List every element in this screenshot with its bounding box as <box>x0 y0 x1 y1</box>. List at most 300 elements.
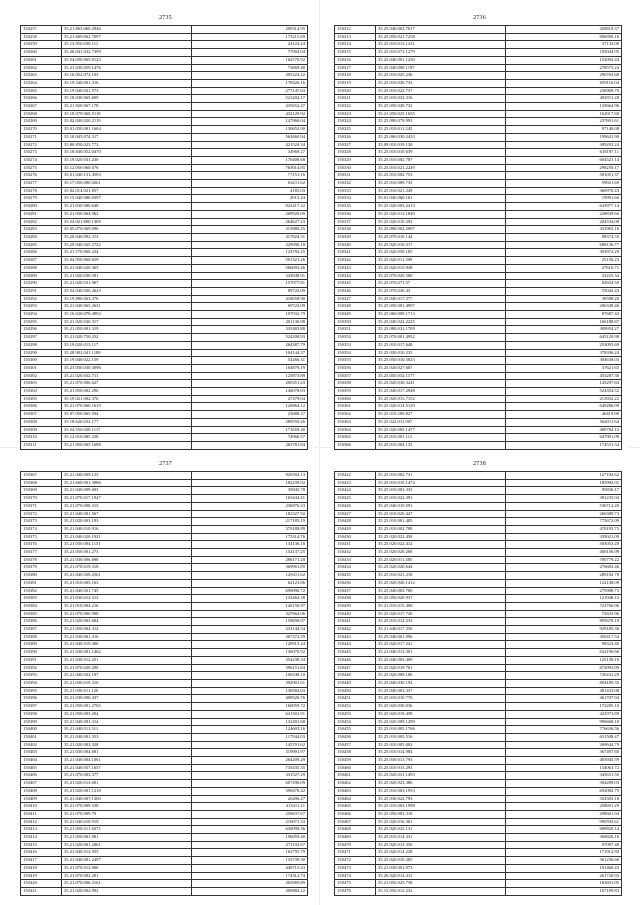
code-cell: 35.01.050.001.1664 <box>62 126 192 134</box>
record-id-cell: 150371 <box>21 502 62 510</box>
table-row <box>335 357 622 365</box>
record-id-cell: 150273 <box>21 149 62 157</box>
table-row <box>21 826 308 834</box>
table-row <box>21 64 308 72</box>
amount-cell: 4915.24 <box>192 195 308 203</box>
record-id-cell: 150272 <box>21 141 62 149</box>
code-cell: 35.25.030.013.793 <box>376 757 506 765</box>
table-row <box>335 426 622 434</box>
record-id-cell: 150426 <box>335 502 376 510</box>
record-id-cell: 150349 <box>335 311 376 319</box>
table-row <box>21 872 308 880</box>
code-cell: 35.21.030.001.316 <box>62 633 192 641</box>
record-id-cell: 150467 <box>335 818 376 826</box>
record-id-cell: 150366 <box>335 441 376 449</box>
code-cell: 35.28.902.041.1189 <box>62 349 192 357</box>
table-row <box>335 602 622 610</box>
code-cell: 35.21.040.021.745 <box>62 587 192 595</box>
amount-cell: 132491.68 <box>192 718 308 726</box>
record-id-cell: 150435 <box>335 572 376 580</box>
amount-cell: 74966.57 <box>192 434 308 442</box>
amount-cell: 327664.06 <box>192 610 308 618</box>
table-row <box>335 803 622 811</box>
record-id-cell: 150317 <box>335 64 376 72</box>
page-2737 <box>17 458 314 896</box>
table-row <box>335 257 622 265</box>
code-cell: 35.12.010.085.258 <box>62 434 192 442</box>
table-row <box>335 26 622 34</box>
table-row <box>335 795 622 803</box>
record-id-cell: 150448 <box>335 672 376 680</box>
amount-cell: 264387.79 <box>192 341 308 349</box>
record-id-cell: 150459 <box>335 757 376 765</box>
record-id-cell: 150320 <box>335 87 376 95</box>
table-row <box>21 703 308 711</box>
record-id-cell: 150389 <box>21 641 62 649</box>
record-id-cell: 150424 <box>335 487 376 495</box>
record-id-cell: 150395 <box>21 687 62 695</box>
record-id-cell: 150331 <box>335 172 376 180</box>
record-id-cell: 150355 <box>335 357 376 365</box>
amount-cell: 378396.24 <box>506 349 622 357</box>
table-row <box>335 626 622 634</box>
table-row <box>335 479 622 487</box>
record-id-cell: 150414 <box>21 834 62 842</box>
amount-cell: 367497.60 <box>506 749 622 757</box>
record-id-cell: 150285 <box>21 241 62 249</box>
code-cell: 35.25.020.014.228 <box>376 849 506 857</box>
table-row <box>21 864 308 872</box>
code-cell: 35.21.030.006.437 <box>62 695 192 703</box>
record-id-cell: 150305 <box>21 395 62 403</box>
record-id-cell: 150377 <box>21 549 62 557</box>
record-id-cell: 150282 <box>21 218 62 226</box>
table-row <box>21 556 308 564</box>
table-row <box>21 357 308 365</box>
record-id-cell: 150476 <box>335 887 376 895</box>
code-cell: 35.25.070.030.43 <box>376 287 506 295</box>
code-cell: 35.21.050.004.312 <box>62 626 192 634</box>
table-row <box>21 656 308 664</box>
record-id-cell: 150270 <box>21 126 62 134</box>
amount-cell: 562660.94 <box>192 133 308 141</box>
amount-cell: 481433.08 <box>506 687 622 695</box>
amount-cell: 396151.84 <box>192 664 308 672</box>
record-id-cell: 150348 <box>335 303 376 311</box>
amount-cell: 332848.91 <box>192 272 308 280</box>
amount-cell: 162570.92 <box>192 56 308 64</box>
amount-cell: 895678.19 <box>506 618 622 626</box>
table-row <box>21 525 308 533</box>
table-row <box>21 311 308 319</box>
amount-cell: 175314.76 <box>192 533 308 541</box>
table-row <box>21 434 308 442</box>
amount-cell: 37621.63 <box>506 364 622 372</box>
table-row <box>335 887 622 895</box>
table-row <box>335 649 622 657</box>
record-id-cell: 150318 <box>335 72 376 80</box>
amount-cell: 178426.16 <box>192 79 308 87</box>
amount-cell: 4185.03 <box>192 187 308 195</box>
table-row <box>21 287 308 295</box>
code-cell: 35.21.050.002.296 <box>62 388 192 396</box>
code-cell: 35.25.010.001.485 <box>376 518 506 526</box>
amount-cell: 417024.31 <box>192 233 308 241</box>
table-row <box>21 757 308 765</box>
table-row <box>21 341 308 349</box>
amount-cell: 735435.35 <box>192 764 308 772</box>
code-cell: 35.25.020.010.292 <box>376 218 506 226</box>
code-cell: 35.25.010.009.735 <box>376 180 506 188</box>
amount-cell: 121948.13 <box>506 595 622 603</box>
table-row <box>21 749 308 757</box>
amount-cell: 641501.91 <box>192 710 308 718</box>
record-id-cell: 150299 <box>21 349 62 357</box>
amount-cell: 298250.17 <box>506 164 622 172</box>
code-cell: 35.21.020.013.601 <box>62 780 192 788</box>
table-row <box>335 610 622 618</box>
code-cell: 35.25.010.021.2249 <box>376 164 506 172</box>
record-id-cell: 150276 <box>21 172 62 180</box>
amount-cell: 89722.09 <box>192 287 308 295</box>
code-cell: 35.21.030.012.251 <box>62 656 192 664</box>
code-cell: 35.25.010.030.733 <box>376 79 506 87</box>
code-cell: 35.25.020.019.458 <box>376 710 506 718</box>
amount-cell: 165444.41 <box>192 495 308 503</box>
amount-cell: 62123.86 <box>192 579 308 587</box>
record-id-cell: 150345 <box>335 280 376 288</box>
code-cell: 35.21.020.003.604 <box>62 618 192 626</box>
record-id-cell: 150379 <box>21 564 62 572</box>
amount-cell: 72633.96 <box>506 610 622 618</box>
record-id-cell: 150383 <box>21 595 62 603</box>
record-id-cell: 150324 <box>335 118 376 126</box>
code-cell: 35.21.070.002.201 <box>62 872 192 880</box>
amount-cell: 647901.09 <box>506 434 622 442</box>
amount-cell: 692082.79 <box>506 787 622 795</box>
amount-cell: 264209.29 <box>192 757 308 765</box>
record-id-cell: 150406 <box>21 772 62 780</box>
amount-cell: 300884.22 <box>192 887 308 895</box>
code-cell: 35.25.020.014.5129 <box>376 403 506 411</box>
record-id-cell: 150460 <box>335 764 376 772</box>
amount-cell: 199641.90 <box>506 133 622 141</box>
record-id-cell: 150443 <box>335 633 376 641</box>
amount-cell: 269920.09 <box>192 210 308 218</box>
amount-cell: 27616.71 <box>506 264 622 272</box>
record-id-cell: 150376 <box>21 541 62 549</box>
record-id-cell: 150431 <box>335 541 376 549</box>
amount-cell: 176408.68 <box>192 156 308 164</box>
amount-cell: 183691.05 <box>506 880 622 888</box>
amount-cell: 200351.43 <box>192 380 308 388</box>
record-id-cell: 150461 <box>335 772 376 780</box>
table-row <box>335 303 622 311</box>
table-row <box>335 826 622 834</box>
code-cell: 35.25.010.005.1766 <box>376 726 506 734</box>
record-id-cell: 150458 <box>335 749 376 757</box>
amount-cell: 996668.10 <box>506 718 622 726</box>
amount-cell: 392901.61 <box>192 679 308 687</box>
table-row <box>335 880 622 888</box>
table-row <box>21 187 308 195</box>
record-id-cell: 150361 <box>335 403 376 411</box>
amount-cell: 501321.26 <box>192 257 308 265</box>
table-row <box>21 518 308 526</box>
amount-cell: 286171.20 <box>192 556 308 564</box>
code-cell: 35.25.010.020.447 <box>376 510 506 518</box>
code-cell: 35.21.609.062.7097 <box>62 33 192 41</box>
code-cell: 35.21.020.030.391 <box>62 272 192 280</box>
amount-cell: 25156.23 <box>506 257 622 265</box>
code-cell: 35.21.040.019.306 <box>62 641 192 649</box>
code-cell: 35.18.030.065.609 <box>62 95 192 103</box>
table-row <box>335 272 622 280</box>
table-row <box>21 472 308 480</box>
code-cell: 35.05.070.069.996 <box>62 226 192 234</box>
table-row <box>21 710 308 718</box>
table-row <box>335 741 622 749</box>
code-cell: 35.25.020.009.1299 <box>376 718 506 726</box>
amount-cell: 146078.03 <box>192 388 308 396</box>
amount-cell: 309954.27 <box>506 326 622 334</box>
amount-cell: 319901.97 <box>192 749 308 757</box>
code-cell: 35.19.040.021.573 <box>62 87 192 95</box>
code-cell: 35.21.030.006.698 <box>62 556 192 564</box>
code-cell: 35.25.040.017.377 <box>376 295 506 303</box>
record-id-cell: 150259 <box>21 41 62 49</box>
amount-cell: 298601.94 <box>506 810 622 818</box>
amount-cell: 97097.48 <box>506 841 622 849</box>
code-cell: 35.21.070.006.627 <box>62 380 192 388</box>
amount-cell: 920394.13 <box>192 472 308 480</box>
code-cell: 35.25.070.001.4952 <box>376 334 506 342</box>
code-cell: 35.21.020.002.992 <box>62 887 192 895</box>
amount-cell: 775672.09 <box>506 518 622 526</box>
table-row <box>21 880 308 888</box>
record-id-cell: 150291 <box>21 287 62 295</box>
record-id-cell: 150462 <box>335 780 376 788</box>
amount-cell: 461707.94 <box>506 695 622 703</box>
code-cell: 35.25.030.010.235 <box>376 349 506 357</box>
amount-cell: 276683.46 <box>506 564 622 572</box>
table-row <box>335 579 622 587</box>
amount-cell: 331527.29 <box>192 772 308 780</box>
record-id-cell: 150368 <box>21 479 62 487</box>
amount-cell: 162917.68 <box>506 110 622 118</box>
table-row <box>335 311 622 319</box>
amount-cell: 345651.50 <box>506 772 622 780</box>
code-cell: 35.25.010.014.233 <box>376 618 506 626</box>
record-id-cell: 150287 <box>21 257 62 265</box>
table-row <box>21 411 308 419</box>
code-cell: 35.21.820.067.178 <box>62 103 192 111</box>
amount-cell: 98374.55 <box>506 233 622 241</box>
record-id-cell: 150474 <box>335 872 376 880</box>
code-cell: 35.25.010.022.391 <box>376 495 506 503</box>
record-id-cell: 150374 <box>21 525 62 533</box>
table-row <box>21 349 308 357</box>
amount-cell: 157077.81 <box>192 280 308 288</box>
table-row <box>21 72 308 80</box>
code-cell: 35.25.020.013.356 <box>376 841 506 849</box>
amount-cell: 152092.44 <box>506 56 622 64</box>
amount-cell: 171912.92 <box>506 849 622 857</box>
table-row <box>21 126 308 134</box>
record-id-cell: 150269 <box>21 118 62 126</box>
record-id-cell: 150329 <box>335 156 376 164</box>
data-table <box>20 25 308 450</box>
amount-cell: 77904.04 <box>192 49 308 57</box>
record-id-cell: 150400 <box>21 726 62 734</box>
table-row <box>21 103 308 111</box>
code-cell: 35.25.010.013.1231 <box>376 41 506 49</box>
code-cell: 35.25.040.000.1197 <box>376 64 506 72</box>
record-id-cell: 150392 <box>21 664 62 672</box>
table-row <box>335 518 622 526</box>
amount-cell: 236969.79 <box>506 87 622 95</box>
amount-cell: 206349.46 <box>506 303 622 311</box>
amount-cell: 236976.23 <box>192 502 308 510</box>
table-row <box>335 703 622 711</box>
table-row <box>335 764 622 772</box>
code-cell: 35.21.040.011.311 <box>62 726 192 734</box>
table-row <box>21 264 308 272</box>
code-cell: 35.25.010.022.737 <box>376 87 506 95</box>
amount-cell: 688136.77 <box>506 241 622 249</box>
amount-cell: 124603.16 <box>192 726 308 734</box>
table-row <box>21 210 308 218</box>
code-cell: 35.21.030.012.312 <box>62 595 192 603</box>
record-id-cell: 150338 <box>335 226 376 234</box>
amount-cell: 182239.92 <box>192 479 308 487</box>
amount-cell: 201136.98 <box>192 318 308 326</box>
table-row <box>335 733 622 741</box>
amount-cell: 35845.78 <box>192 487 308 495</box>
amount-cell: 134063.72 <box>506 764 622 772</box>
code-cell: 35.25.010.017.648 <box>376 341 506 349</box>
table-row <box>335 126 622 134</box>
record-id-cell: 150275 <box>21 164 62 172</box>
record-id-cell: 150408 <box>21 787 62 795</box>
record-id-cell: 150429 <box>335 525 376 533</box>
amount-cell: 133739.30 <box>192 857 308 865</box>
amount-cell: 95836.17 <box>506 487 622 495</box>
amount-cell: 400784.13 <box>506 426 622 434</box>
code-cell: 35.21.050.004.1151 <box>62 541 192 549</box>
code-cell: 35.21.050.011.4073 <box>62 826 192 834</box>
code-cell: 35.25.010.003.1953 <box>376 787 506 795</box>
record-id-cell: 150268 <box>21 110 62 118</box>
table-row <box>21 664 308 672</box>
amount-cell: 164879.19 <box>192 364 308 372</box>
amount-cell: 289550.26 <box>192 418 308 426</box>
table-row <box>335 502 622 510</box>
amount-cell: 335483.88 <box>192 326 308 334</box>
record-id-cell: 150279 <box>21 195 62 203</box>
amount-cell: 46419.90 <box>506 411 622 419</box>
table-row <box>21 857 308 865</box>
code-cell: 35.21.863.060.2946 <box>62 26 192 34</box>
record-id-cell: 150382 <box>21 587 62 595</box>
code-cell: 35.21.020.003.193 <box>62 518 192 526</box>
record-id-cell: 150373 <box>21 518 62 526</box>
code-cell: 35.25.020.031.1493 <box>376 772 506 780</box>
amount-cell: 120864.12 <box>192 403 308 411</box>
table-row <box>21 549 308 557</box>
amount-cell: 185992.01 <box>506 479 622 487</box>
record-id-cell: 150258 <box>21 33 62 41</box>
code-cell: 35.21.030.004.681 <box>62 749 192 757</box>
code-cell: 35.04.950.060.659 <box>62 257 192 265</box>
table-row <box>335 533 622 541</box>
code-cell: 35.25.010.011.245 <box>376 126 506 134</box>
table-row <box>21 272 308 280</box>
record-id-cell: 150311 <box>21 441 62 449</box>
table-row <box>21 602 308 610</box>
record-id-cell: 150284 <box>21 233 62 241</box>
amount-cell: 432129.92 <box>192 110 308 118</box>
code-cell: 35.21.040.020.2561 <box>62 572 192 580</box>
code-cell: 35.21.640.017.356 <box>376 626 506 634</box>
code-cell: 35.25.040.003.7017 <box>376 26 506 34</box>
record-id-cell: 150290 <box>21 280 62 288</box>
code-cell: 35.21.070.060.1619 <box>62 403 192 411</box>
code-cell: 35.21.070.006.3161 <box>62 880 192 888</box>
table-row <box>21 280 308 288</box>
table-row <box>335 287 622 295</box>
code-cell: 35.25.020.022.458 <box>376 533 506 541</box>
amount-cell: 54266.31 <box>192 357 308 365</box>
amount-cell: 566093.46 <box>192 264 308 272</box>
code-cell: 35.21.070.020.290 <box>62 664 192 672</box>
record-id-cell: 150464 <box>335 795 376 803</box>
code-cell: 35.25.020.011.309 <box>376 257 506 265</box>
code-cell: 35.25.090.002.2097 <box>376 226 506 234</box>
table-row <box>335 487 622 495</box>
data-table <box>334 471 622 896</box>
amount-cell: 990592.61 <box>506 818 622 826</box>
code-cell: 35.19.020.013.117 <box>62 341 192 349</box>
table-row <box>335 95 622 103</box>
table-row <box>335 572 622 580</box>
code-cell: 35.21.050.001.981 <box>62 834 192 842</box>
code-cell: 35.21.040.009.125 <box>62 472 192 480</box>
code-cell: 35.12.050.060.076 <box>62 164 192 172</box>
record-id-cell: 150281 <box>21 210 62 218</box>
record-id-cell: 150327 <box>335 141 376 149</box>
table-row <box>21 618 308 626</box>
table-row <box>21 318 308 326</box>
table-row <box>335 564 622 572</box>
amount-cell: 659116.04 <box>506 79 622 87</box>
amount-cell: 136070.92 <box>192 649 308 657</box>
record-id-cell: 150260 <box>21 49 62 57</box>
table-row <box>335 418 622 426</box>
amount-cell: 125873.89 <box>192 372 308 380</box>
table-row <box>335 587 622 595</box>
record-id-cell: 150343 <box>335 264 376 272</box>
amount-cell: 134136.18 <box>192 541 308 549</box>
record-id-cell: 150420 <box>21 880 62 888</box>
record-id-cell: 150411 <box>21 810 62 818</box>
table-row <box>335 749 622 757</box>
record-id-cell: 150314 <box>335 41 376 49</box>
data-table <box>334 25 622 450</box>
table-row <box>21 388 308 396</box>
table-row <box>21 79 308 87</box>
table-row <box>21 780 308 788</box>
